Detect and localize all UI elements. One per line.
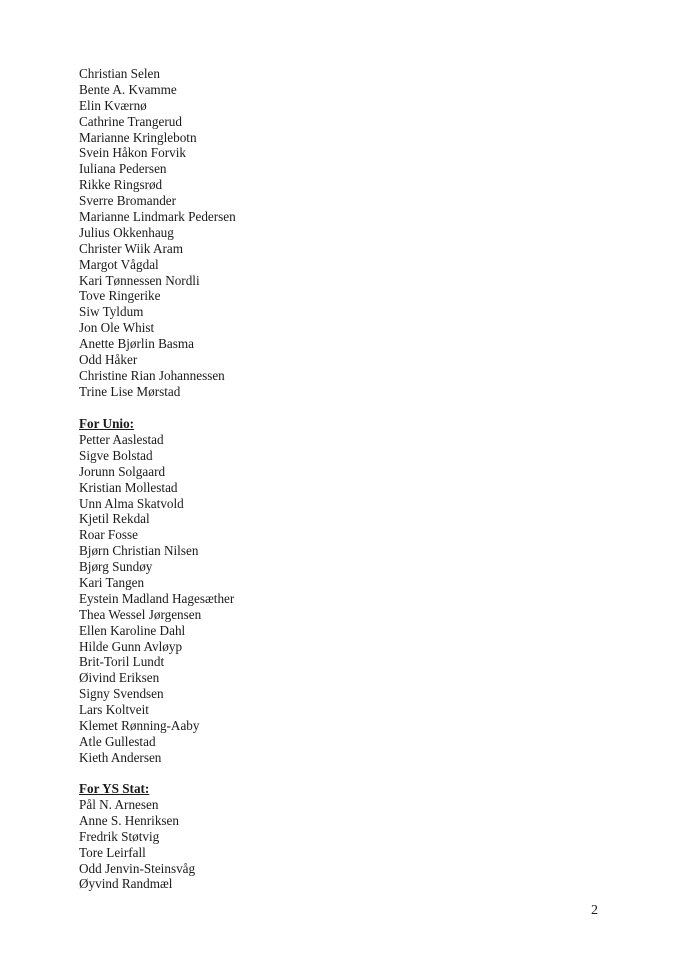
section-heading-unio: For Unio: [79, 416, 135, 431]
list-item: Tore Leirfall [79, 844, 146, 860]
list-item: Kristian Mollestad [79, 479, 178, 495]
name-list-ys-stat [79, 797, 195, 892]
list-item: Kari Tønnessen Nordli [79, 272, 200, 288]
list-item: Rikke Ringsrød [79, 177, 163, 193]
list-item: Christer Wiik Aram [79, 240, 183, 256]
list-item: Sverre Bromander [79, 193, 177, 209]
list-item: Christian Selen [79, 66, 160, 81]
list-item: Christine Rian Johannessen [79, 367, 225, 383]
list-item: Ellen Karoline Dahl [79, 622, 186, 638]
list-item: Kjetil Rekdal [79, 511, 150, 527]
list-item: Odd Håker [79, 352, 138, 368]
list-item: Kieth Andersen [79, 749, 162, 765]
list-item: Iuliana Pedersen [79, 161, 167, 177]
list-item: Marianne Kringlebotn [79, 129, 197, 145]
list-item: Odd Jenvin-Steinsvåg [79, 860, 196, 876]
list-item: Eystein Madland Hagesæther [79, 590, 235, 606]
page-number: 2 [591, 903, 598, 918]
list-item: Cathrine Trangerud [79, 113, 182, 129]
name-list-continued [79, 66, 236, 400]
list-item: Atle Gullestad [79, 733, 156, 749]
list-item: Øyvind Randmæl [79, 876, 173, 892]
list-item: Bjørg Sundøy [79, 559, 153, 575]
list-item: Jon Ole Whist [79, 320, 155, 336]
list-item: Jorunn Solgaard [79, 463, 166, 479]
list-item: Hilde Gunn Avløyp [79, 638, 183, 654]
list-item: Pål N. Arnesen [79, 797, 159, 812]
list-item: Fredrik Støtvig [79, 828, 160, 844]
list-item: Brit-Toril Lundt [79, 654, 165, 670]
list-item: Signy Svendsen [79, 686, 164, 702]
name-list-unio [79, 432, 234, 766]
list-item: Anette Bjørlin Basma [79, 336, 195, 352]
list-item: Julius Okkenhaug [79, 224, 174, 240]
section-heading-ys-stat: For YS Stat: [79, 781, 150, 796]
list-item: Kari Tangen [79, 575, 145, 591]
list-item: Klemet Rønning-Aaby [79, 718, 200, 734]
list-item: Petter Aaslestad [79, 432, 164, 447]
list-item: Elin Kværnø [79, 97, 147, 113]
list-item: Margot Vågdal [79, 256, 159, 272]
list-item: Anne S. Henriksen [79, 812, 179, 828]
list-item: Lars Koltveit [79, 702, 149, 718]
list-item: Unn Alma Skatvold [79, 495, 184, 511]
list-item: Øivind Eriksen [79, 670, 160, 686]
list-item: Thea Wessel Jørgensen [79, 606, 202, 622]
list-item: Siw Tyldum [79, 304, 144, 320]
list-item: Roar Fosse [79, 527, 138, 543]
list-item: Marianne Lindmark Pedersen [79, 209, 236, 225]
list-item: Bjørn Christian Nilsen [79, 543, 199, 559]
list-item: Svein Håkon Forvik [79, 145, 186, 161]
list-item: Sigve Bolstad [79, 447, 153, 463]
list-item: Tove Ringerike [79, 288, 161, 304]
list-item: Bente A. Kvamme [79, 81, 177, 97]
list-item: Trine Lise Mørstad [79, 383, 181, 399]
